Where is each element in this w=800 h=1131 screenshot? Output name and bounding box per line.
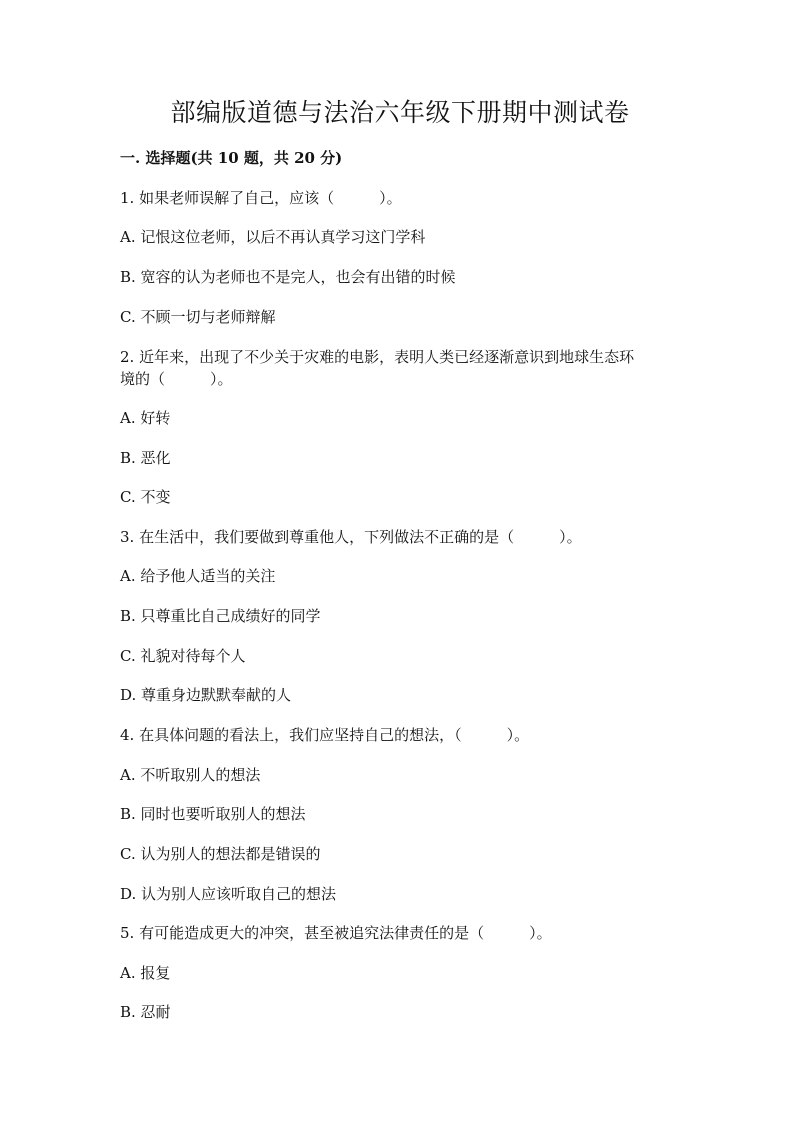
question-3-option-c: C. 礼貌对待每个人 <box>120 647 246 665</box>
question-5-option-a: A. 报复 <box>120 964 171 982</box>
question-3-option-d: D. 尊重身边默默奉献的人 <box>120 686 292 704</box>
question-2-stem-line-2: 境的（ ）。 <box>120 370 233 388</box>
question-4-stem: 4. 在具体问题的看法上，我们应坚持自己的想法，（ ）。 <box>120 726 530 744</box>
section-heading: 一. 选择题(共 10 题，共 20 分) <box>120 149 343 167</box>
question-4-option-c: C. 认为别人的想法都是错误的 <box>120 845 321 863</box>
question-4-option-b: B. 同时也要听取别人的想法 <box>120 805 306 823</box>
question-1-option-a: A. 记恨这位老师，以后不再认真学习这门学科 <box>120 228 426 246</box>
question-4-option-a: A. 不听取别人的想法 <box>120 766 261 784</box>
question-5-option-b: B. 忍耐 <box>120 1003 171 1021</box>
question-3-option-b: B. 只尊重比自己成绩好的同学 <box>120 607 321 625</box>
question-1-stem: 1. 如果老师误解了自己，应该（ ）。 <box>120 189 402 207</box>
question-2-option-b: B. 恶化 <box>120 449 171 467</box>
question-1-option-b: B. 宽容的认为老师也不是完人，也会有出错的时候 <box>120 268 456 286</box>
question-1-option-c: C. 不顾一切与老师辩解 <box>120 308 276 326</box>
question-5-stem: 5. 有可能造成更大的冲突，甚至被追究法律责任的是（ ）。 <box>120 924 552 942</box>
question-4-option-d: D. 认为别人应该听取自己的想法 <box>120 885 337 903</box>
question-2-stem-line-1: 2. 近年来，出现了不少关于灾难的电影，表明人类已经逐渐意识到地球生态环 <box>120 348 635 366</box>
question-2-option-a: A. 好转 <box>120 409 171 427</box>
question-3-option-a: A. 给予他人适当的关注 <box>120 567 276 585</box>
page-title: 部编版道德与法治六年级下册期中测试卷 <box>170 98 630 127</box>
question-2-option-c: C. 不变 <box>120 488 171 506</box>
question-3-stem: 3. 在生活中，我们要做到尊重他人，下列做法不正确的是（ ）。 <box>120 528 582 546</box>
